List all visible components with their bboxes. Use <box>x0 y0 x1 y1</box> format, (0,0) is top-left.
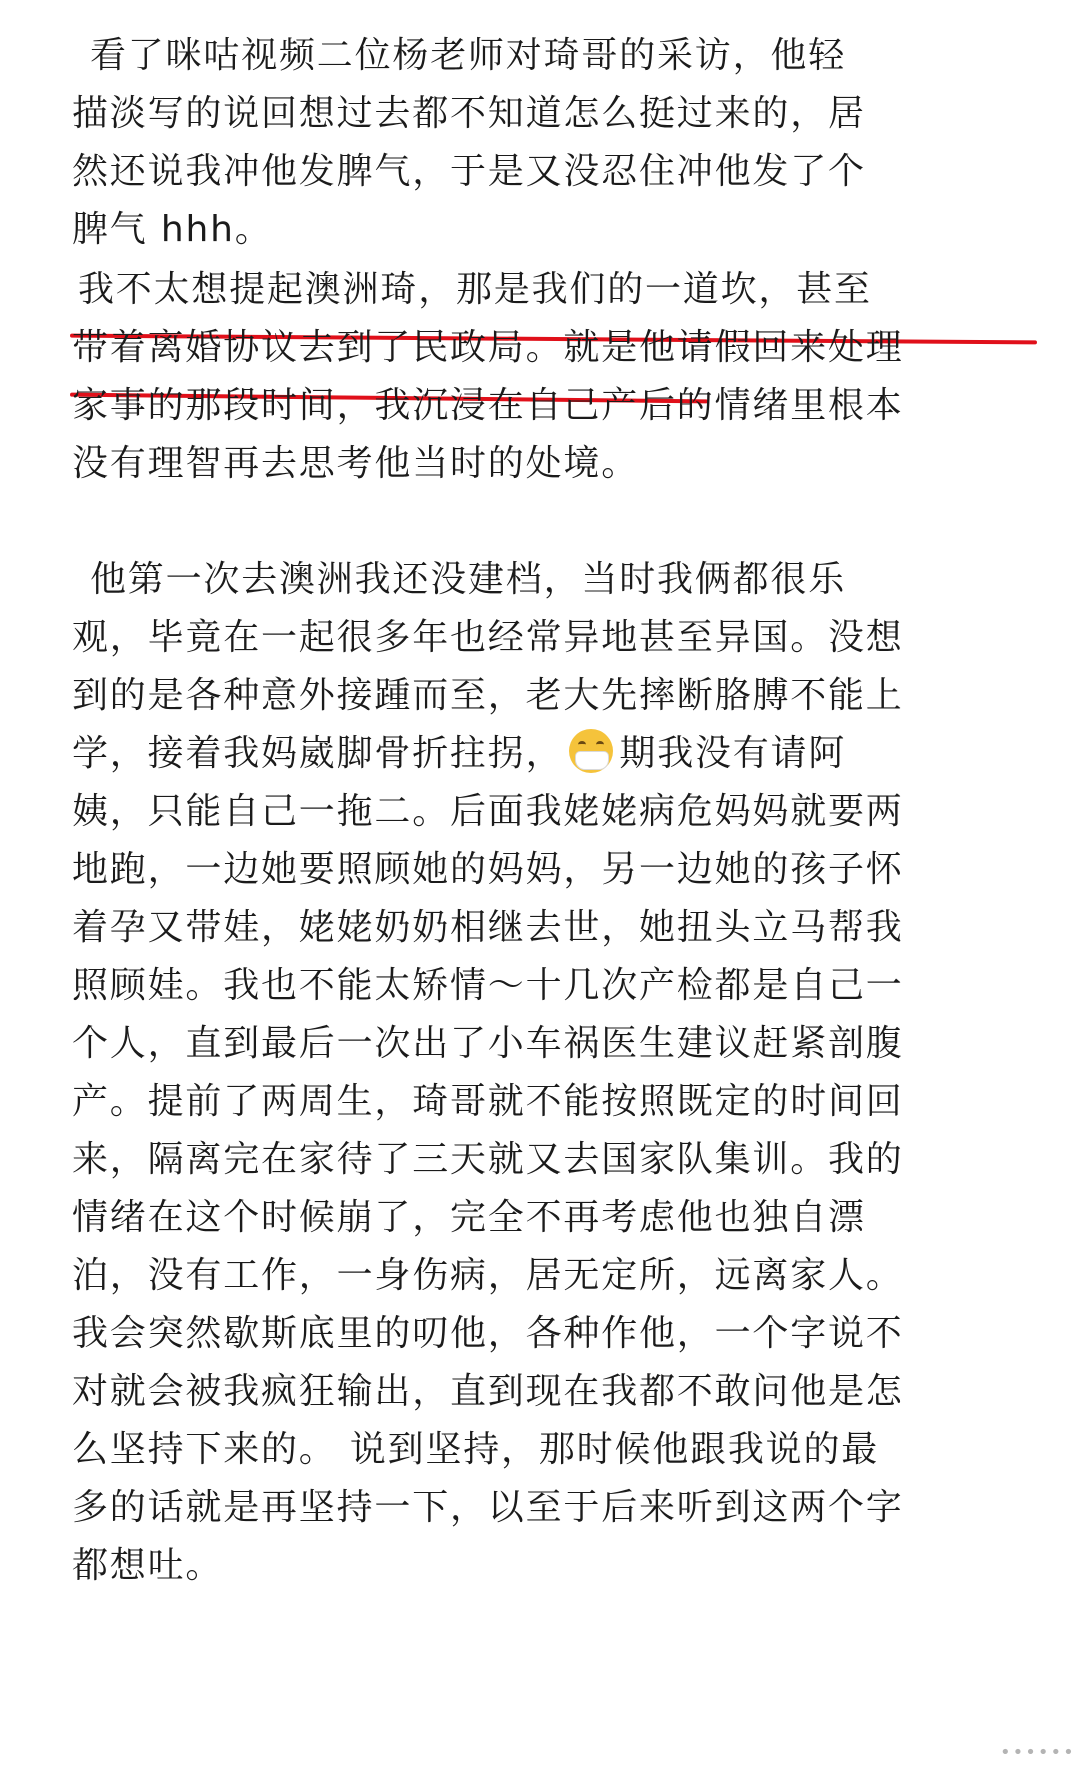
highlighted-text-line: 带着离婚协议去到了民政局。就是他请假回来处理 <box>72 327 904 368</box>
text-line: 多的话就是再坚持一下，以至于后来听到这两个字 <box>72 1487 904 1528</box>
text-segment: 学，接着我妈崴脚骨折拄拐， <box>72 733 564 774</box>
text-line: 对就会被我疯狂输出，直到现在我都不敢问他是怎 <box>72 1371 904 1412</box>
text-line: 然还说我冲他发脾气，于是又没忍住冲他发了个 <box>72 151 866 192</box>
text-segment: 期我没有请阿 <box>619 733 847 774</box>
text-line <box>72 722 846 786</box>
text-line: 着孕又带娃，姥姥奶奶相继去世，她扭头立马帮我 <box>72 907 904 948</box>
text-line: 姨，只能自己一拖二。后面我姥姥病危妈妈就要两 <box>72 791 904 832</box>
text-line: 描淡写的说回想过去都不知道怎么挺过来的，居 <box>72 93 866 134</box>
text-line: 照顾娃。我也不能太矫情～十几次产检都是自己一 <box>72 965 904 1006</box>
text-line: 产。提前了两周生，琦哥就不能按照既定的时间回 <box>72 1081 904 1122</box>
more-dots-icon[interactable]: •••••• <box>1000 1742 1076 1763</box>
text-line: 他第一次去澳洲我还没建档，当时我俩都很乐 <box>90 559 847 600</box>
text-line: 看了咪咕视频二位杨老师对琦哥的采访，他轻 <box>90 35 847 76</box>
text-line: 没有理智再去思考他当时的处境。 <box>72 443 640 484</box>
text-line: 么坚持下来的。 说到坚持，那时候他跟我说的最 <box>72 1429 880 1470</box>
text-line: 来，隔离完在家待了三天就又去国家队集训。我的 <box>72 1139 904 1180</box>
text-line: 地跑，一边她要照顾她的妈妈，另一边她的孩子怀 <box>72 849 904 890</box>
text-line: 脾气 hhh。 <box>72 209 273 250</box>
text-line: 泊，没有工作，一身伤病，居无定所，远离家人。 <box>72 1255 904 1296</box>
text-line: 观，毕竟在一起很多年也经常异地甚至异国。没想 <box>72 617 904 658</box>
text-line: 情绪在这个时候崩了，完全不再考虑他也独自漂 <box>72 1197 866 1238</box>
text-line: 家事的那段时间，我沉浸在自己产后的情绪里根本 <box>72 385 904 426</box>
text-line: 都想吐。 <box>72 1545 224 1586</box>
text-line: 个人，直到最后一次出了小车祸医生建议赶紧剖腹 <box>72 1023 904 1064</box>
highlighted-text-line: 我不太想提起澳洲琦，那是我们的一道坎，甚至 <box>78 269 872 310</box>
text-line: 到的是各种意外接踵而至，老大先摔断胳膊不能上 <box>72 675 904 716</box>
mask-face-emoji-icon <box>569 729 613 773</box>
text-line: 我会突然歇斯底里的叨他，各种作他，一个字说不 <box>72 1313 904 1354</box>
